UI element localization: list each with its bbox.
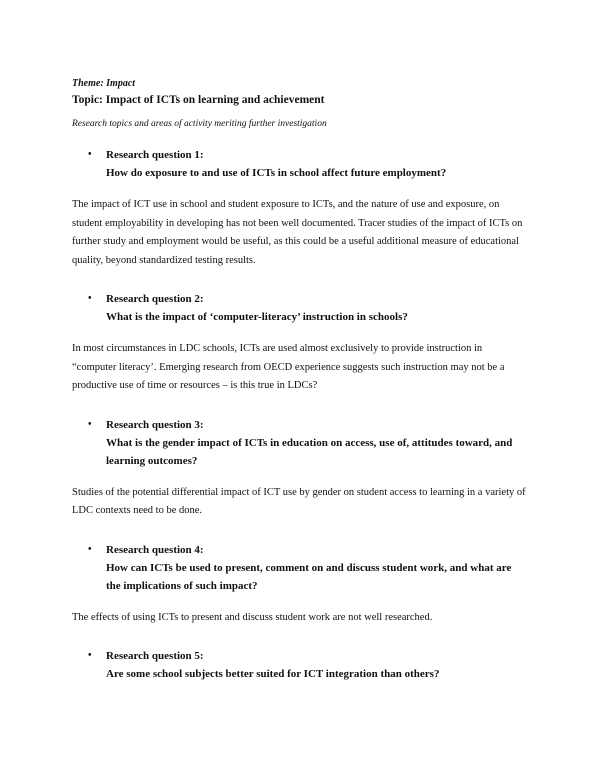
- question-label: Research question 4:: [106, 543, 204, 556]
- bullet-icon: •: [88, 543, 92, 555]
- topic-heading: Topic: Impact of ICTs on learning and achievement: [72, 94, 325, 106]
- bullet-icon: •: [88, 650, 92, 661]
- research-question-5: [72, 647, 528, 683]
- question-label: Research question 5:: [106, 650, 204, 662]
- question-text: How can ICTs be used to present, comment on and discuss student work, and what are the implications of such impact?: [106, 561, 512, 592]
- paragraph-3: Studies of the potential differential impact of ICT use by gender on student access to learning in a variety of LDC contexts need to be done.: [72, 486, 526, 516]
- paragraph-1: The impact of ICT use in school and student exposure to ICTs, and the nature of use and exposure, on student employability in developing has not been well documented. Tracer studies of the impact of ICTs on further study and employment would be useful, as this could be a useful additional measure of educational quality, beyond standardized testing results.: [72, 199, 523, 266]
- paragraph-2: In most circumstances in LDC schools, ICTs are used almost exclusively to provide instruction in “computer literacy’. Emerging research from OECD experience suggests such instruction may not be a productive use of time or resources – is this true in LDCs?: [72, 343, 505, 391]
- bullet-icon: •: [88, 149, 92, 160]
- research-question-2: [72, 290, 528, 326]
- question-label: Research question 2:: [106, 293, 204, 305]
- research-question-1: [72, 146, 528, 182]
- research-question-3: [72, 416, 528, 470]
- question-text: Are some school subjects better suited for ICT integration than others?: [106, 668, 440, 680]
- research-question-4: [72, 541, 528, 595]
- question-text: What is the impact of ‘computer-literacy’ instruction in schools?: [106, 311, 408, 323]
- question-text: How do exposure to and use of ICTs in school affect future employment?: [106, 167, 447, 179]
- subtitle: Research topics and areas of activity meriting further investigation: [72, 119, 327, 129]
- paragraph-4: The effects of using ICTs to present and discuss student work are not well researched.: [72, 611, 433, 623]
- bullet-icon: •: [88, 418, 92, 430]
- theme-heading: Theme: Impact: [72, 78, 136, 89]
- question-text: What is the gender impact of ICTs in education on access, use of, attitudes toward, and learning outcomes?: [106, 436, 513, 467]
- question-label: Research question 3:: [106, 418, 204, 431]
- bullet-icon: •: [88, 293, 92, 304]
- question-label: Research question 1:: [106, 149, 204, 161]
- document-page: [72, 77, 528, 683]
